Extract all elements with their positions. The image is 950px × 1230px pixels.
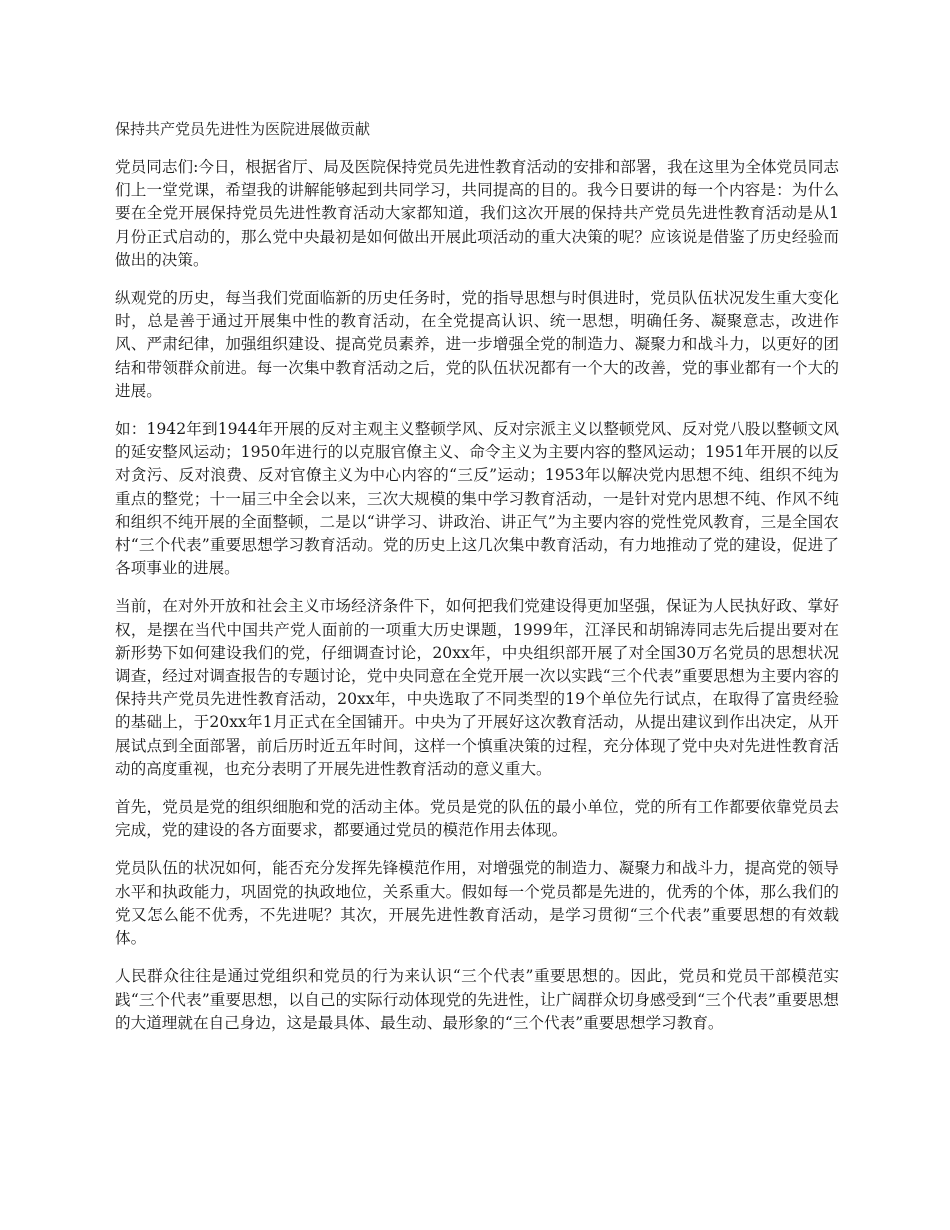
- document-title: 保持共产党员先进性为医院进展做贡献: [115, 120, 371, 138]
- paragraph-2: 纵观党的历史，每当我们党面临新的历史任务时，党的指导思想与时俱进时，党员队伍状况发生重大变化时，总是善于通过开展集中性的教育活动，在全党提高认识、统一思想，明确任务、凝聚意志，改进作风、严肃纪律，加强组织建设、提高党员素养，进一步增强全党的制造力、凝聚力和战斗力，以更好的团结和带领群众前进。每一次集中教育活动之后，党的队伍状况都有一个大的改善，党的事业都有一个大的进展。: [115, 289, 839, 400]
- paragraph-4: 当前，在对外开放和社会主义市场经济条件下，如何把我们党建设得更加坚强，保证为人民执好政、掌好权，是摆在当代中国共产党人面前的一项重大历史课题，1999年，江泽民和胡锦涛同志先后提出要对在新形势下如何建设我们的党，仔细调查讨论，20xx年，中央组织部开展了对全国30万名党员的思想状况调查，经过对调查报告的专题讨论，党中央同意在全党开展一次以实践“三个代表”重要思想为主要内容的保持共产党员先进性教育活动，20xx年，中央选取了不同类型的19个单位先行试点，在取得了富贵经验的基础上，于20xx年1月正式在全国铺开。中央为了开展好这次教育活动，从提出建议到作出决定，从开展试点到全面部署，前后历时近五年时间，这样一个慎重决策的过程，充分体现了党中央对先进性教育活动的高度重视，也充分表明了开展先进性教育活动的意义重大。: [115, 597, 839, 778]
- paragraph-5: 首先，党员是党的组织细胞和党的活动主体。党员是党的队伍的最小单位，党的所有工作都要依靠党员去完成，党的建设的各方面要求，都要通过党员的模范作用去体现。: [115, 798, 839, 840]
- paragraph-1: 党员同志们:今日，根据省厅、局及医院保持党员先进性教育活动的安排和部署，我在这里为全体党员同志们上一堂党课，希望我的讲解能够起到共同学习，共同提高的目的。我今日要讲的每一个内容是：为什么要在全党开展保持党员先进性教育活动大家都知道，我们这次开展的保持共产党员先进性教育活动是从1月份正式启动的，那么党中央最初是如何做出开展此项活动的重大决策的呢？应该说是借鉴了历史经验而做出的决策。: [115, 158, 839, 269]
- paragraph-3: 如：1942年到1944年开展的反对主观主义整顿学风、反对宗派主义以整顿党风、反对党八股以整顿文风的延安整风运动；1950年进行的以克服官僚主义、命令主义为主要内容的整风运动；1951年开展的以反对贪污、反对浪费、反对官僚主义为中心内容的“三反”运动；1953年以解决党内思想不纯、组织不纯为重点的整党；十一届三中全会以来，三次大规模的集中学习教育活动，一是针对党内思想不纯、作风不纯和组织不纯开展的全面整顿，二是以“讲学习、讲政治、讲正气”为主要内容的党性党风教育，三是全国农村“三个代表”重要思想学习教育活动。党的历史上这几次集中教育活动，有力地推动了党的建设，促进了各项事业的进展。: [115, 420, 839, 578]
- paragraph-7: 人民群众往往是通过党组织和党员的行为来认识“三个代表”重要思想的。因此，党员和党员干部模范实践“三个代表”重要思想，以自己的实际行动体现党的先进性，让广阔群众切身感受到“三个代表”重要思想的大道理就在自己身边，这是最具体、最生动、最形象的“三个代表”重要思想学习教育。: [115, 967, 839, 1032]
- document-page: [115, 118, 839, 1050]
- paragraph-6: 党员队伍的状况如何，能否充分发挥先锋模范作用，对增强党的制造力、凝聚力和战斗力，提高党的领导水平和执政能力，巩固党的执政地位，关系重大。假如每一个党员都是先进的，优秀的个体，那么我们的党又怎么能不优秀，不先进呢？其次，开展先进性教育活动，是学习贯彻“三个代表”重要思想的有效载体。: [115, 859, 839, 948]
